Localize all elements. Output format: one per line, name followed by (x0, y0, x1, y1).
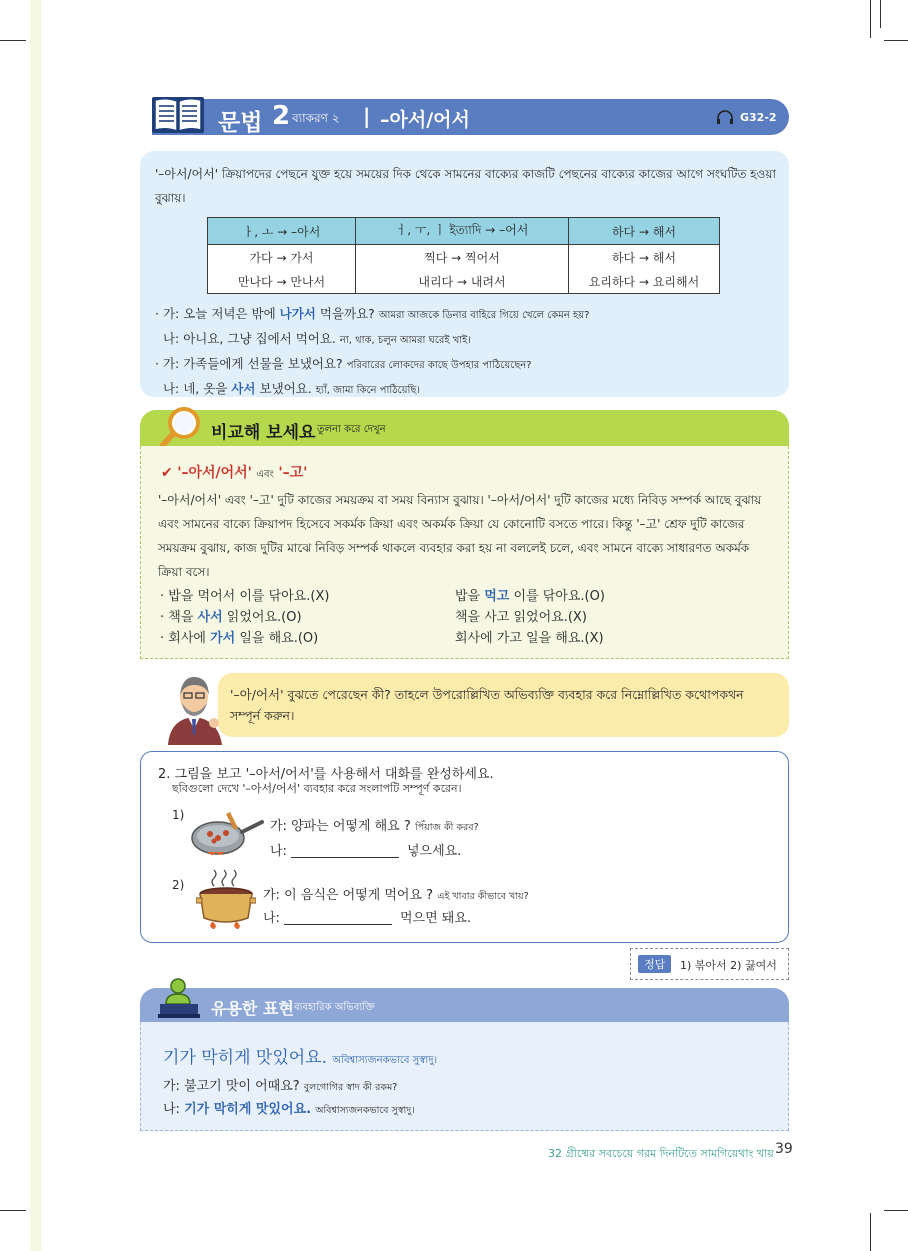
dialogue-text: 나: (163, 1102, 185, 1117)
translation-text: অবিশ্বাস্যজনকভাবে সুস্বাদু। (315, 1105, 415, 1116)
conjugation-table (207, 217, 720, 294)
table-cell: 가다 → 가서 (208, 245, 356, 270)
answer-suffix: 넣으세요. (406, 844, 462, 859)
highlight-word: 나가서 (279, 306, 316, 321)
check-icon: ✔ (161, 465, 173, 481)
crop-mark (870, 0, 871, 38)
example-dialogue (155, 302, 589, 402)
expression-text: 기가 막히게 맛있어요. (163, 1048, 328, 1068)
useful-subtitle: ব্যবহারিক অভিব্যক্তি (294, 1002, 375, 1013)
crop-mark (884, 40, 908, 41)
compare-text: '–아서/어서' এবং '–고' দুটি কাজের সময়ক্রম বা সময় বিন্যাস বুঝায়। '–아서/어서' দুটি কাজের মধ্যে নিবিড় সম্পর্ক আছে বুঝায় এবং সামনের বাক্যে ক্রিয়াপদ হিসেবে সকর্মক ক্রিয়া এবং অকর্মক ক্রিয়া যে কোনোটি বসতে পারে। কিন্তু '–고' শ্রেফ দুটি কাজের সময়ক্রম বুঝায়, কাজ দুটির মাঝে নিবিড় সম্পর্ক থাকলে ব্যবহার করা হয় না বললেই চলে, এবং সামনে বাক্যে সাধারণত অকর্মক ক্রিয়া বসে। (158, 493, 762, 579)
table-header: 하다 → 해서 (569, 218, 720, 245)
dialogue-text: · 가: 가족들에게 선물을 보냈어요? (155, 356, 343, 371)
highlight-word: 사서 (197, 610, 223, 625)
page-number: 39 (775, 1141, 793, 1157)
translation-text: পিঁয়াজ কী করব? (414, 822, 479, 833)
example-text: 읽었어요.(O) (222, 610, 302, 625)
question-text: 가: 이 음식은 어떻게 먹어요 ? (263, 888, 434, 903)
example-text: 밥을 (455, 589, 485, 604)
translation-text: না, থাক, চলুন আমরা ঘরেই খাই। (339, 335, 471, 346)
compare-examples-right (455, 586, 605, 649)
compare-title: 비교해 보세요 (211, 423, 316, 443)
headphones-icon (716, 110, 734, 124)
useful-line (163, 1075, 397, 1096)
crop-mark (884, 1210, 908, 1211)
highlight-word: 가서 (210, 631, 236, 646)
dialogue-text: 먹을까요? (315, 306, 375, 321)
dialogue-text: 나: 네, 옷을 (155, 381, 232, 396)
crop-mark (870, 1213, 871, 1251)
useful-line (163, 1098, 415, 1119)
section-subtitle: ব্যাকরণ ২ (292, 111, 340, 125)
compare-heading (161, 462, 307, 484)
example-text: · 밥을 먹어서 이를 닦아요.(X) (160, 589, 330, 604)
example-line (160, 607, 329, 628)
dialogue-text: 가: 불고기 맛이 어때요? (163, 1079, 300, 1094)
translation-text: পরিবারের লোকদের কাছে উপহার পাঠিয়েছেন? (346, 360, 532, 371)
example-text: 일을 해요.(O) (235, 631, 319, 646)
frying-pan-illustration (188, 808, 264, 860)
form-b: '–고' (278, 465, 308, 481)
crop-mark (0, 40, 26, 41)
table-cell: 찍다 → 찍어서 (356, 245, 569, 270)
table-header: ㅓ, ㅜ, ㅣ ইত্যাদি → –어서 (356, 218, 569, 245)
useful-title: 유용한 표현 (211, 999, 294, 1018)
table-cell: 하다 → 해서 (569, 245, 720, 270)
dialogue-text: 나: 아니요, 그냥 집에서 먹어요. (155, 331, 336, 346)
tip-text: '–아/어서' বুঝতে পেরেছেন কী? তাহলে উপরোল্লিখিত অভিব্যক্তি ব্যবহার করে নিম্নোল্লিখিত কথোপকথন সম্পূর্ন করুন। (230, 687, 744, 723)
audio-track-label[interactable]: G32-2 (740, 111, 777, 124)
book-icon (150, 94, 206, 136)
answer-prefix: 나: (270, 844, 287, 859)
example-line (455, 628, 605, 649)
translation-text: হ্যাঁ, জামা কিনে পাঠিয়েছি। (315, 385, 420, 396)
magnifier-icon (158, 405, 204, 451)
compare-subtitle: তুলনা করে দেখুন (317, 424, 386, 435)
answer-blank[interactable] (291, 845, 399, 858)
example-text: 책을 사고 읽었어요.(X) (455, 610, 587, 625)
podium-icon (156, 978, 204, 1020)
dialogue-text: · 가: 오늘 저녁은 밖에 (155, 306, 280, 321)
grammar-form: –아서/어서 (380, 109, 470, 131)
section-number: 2 (272, 101, 291, 131)
example-line (455, 586, 605, 607)
example-line (160, 586, 329, 607)
header-separator: | (363, 104, 371, 128)
footer-chapter: 32 গ্রীষ্মের সবচেয়ে গরম দিনটিতে সামগিয়েথাং খায় (548, 1147, 774, 1160)
section-title: 문법 (218, 110, 263, 136)
example-line (160, 628, 329, 649)
useful-expression (163, 1043, 437, 1070)
dialogue-line (155, 352, 589, 377)
example-text: 회사에 가고 일을 해요.(X) (455, 631, 604, 646)
dialogue-line (155, 377, 589, 402)
example-text: · 책을 (160, 610, 198, 625)
and-text: এবং (256, 469, 274, 480)
translation-text: আমরা আজকে ডিনার বাহিরে গিয়ে খেলে কেমন হয়? (378, 310, 590, 321)
compare-examples-left (160, 586, 329, 649)
exercise-line (270, 815, 479, 836)
highlight-word: 기가 막히게 맛있어요. (184, 1102, 312, 1117)
dialogue-line (155, 302, 589, 327)
item-number: 2) (172, 878, 185, 892)
example-line (455, 607, 605, 628)
highlight-word: 먹고 (484, 589, 510, 604)
answer-text: 1) 볶아서 2) 끓여서 (680, 959, 777, 972)
translation-text: অবিশ্বাস্যজনকভাবে সুস্বাদু। (332, 1055, 438, 1066)
exercise-line (263, 884, 529, 905)
answer-suffix: 먹으면 돼요. (399, 911, 472, 926)
explanation-text: '–아서/어서' ক্রিয়াপদের পেছনে যুক্ত হয়ে সময়ের দিক থেকে সামনের বাক্যের কাজটি পেছনের বাক্যের কাজের আগে সংঘটিত হওয়া বুঝায়। (155, 167, 776, 205)
crop-mark (0, 1210, 26, 1211)
example-text: 이를 닦아요.(O) (509, 589, 605, 604)
table-cell: 요리하다 → 요리해서 (569, 269, 720, 294)
table-cell: 만나다 → 만나서 (208, 269, 356, 294)
dialogue-text: 보냈어요. (255, 381, 312, 396)
answer-prefix: 나: (263, 911, 280, 926)
exercise-line (270, 840, 461, 859)
table-cell: 내리다 → 내려서 (356, 269, 569, 294)
example-text: · 회사에 (160, 631, 211, 646)
translation-text: বুলগোগির স্বাদ কী রকম? (303, 1082, 398, 1093)
exercise-question: 2. 그림을 보고 '–아서/어서'를 사용해서 대화를 완성하세요. (158, 767, 494, 782)
dialogue-line (155, 327, 589, 352)
translation-text: এই খাবার কীভাবে খায়? (437, 891, 529, 902)
cooking-pot-illustration (196, 868, 256, 934)
exercise-question-translation: ছবিগুলো দেখে '–아서/어서' ব্যবহার করে সংলাপটি সম্পূর্ণ করেন। (172, 782, 462, 795)
highlight-word: 사서 (231, 381, 256, 396)
table-header: ㅏ, ㅗ → –아서 (208, 218, 356, 245)
teacher-illustration (160, 669, 228, 745)
page-bleed-strip (30, 0, 42, 1251)
crop-mark (880, 0, 881, 28)
question-text: 가: 양파는 어떻게 해요 ? (270, 819, 411, 834)
answer-badge: 정답 (638, 955, 671, 973)
answer-blank[interactable] (284, 912, 392, 925)
form-a: '–아서/어서' (177, 465, 252, 481)
item-number: 1) (172, 808, 185, 822)
exercise-line (263, 907, 471, 926)
